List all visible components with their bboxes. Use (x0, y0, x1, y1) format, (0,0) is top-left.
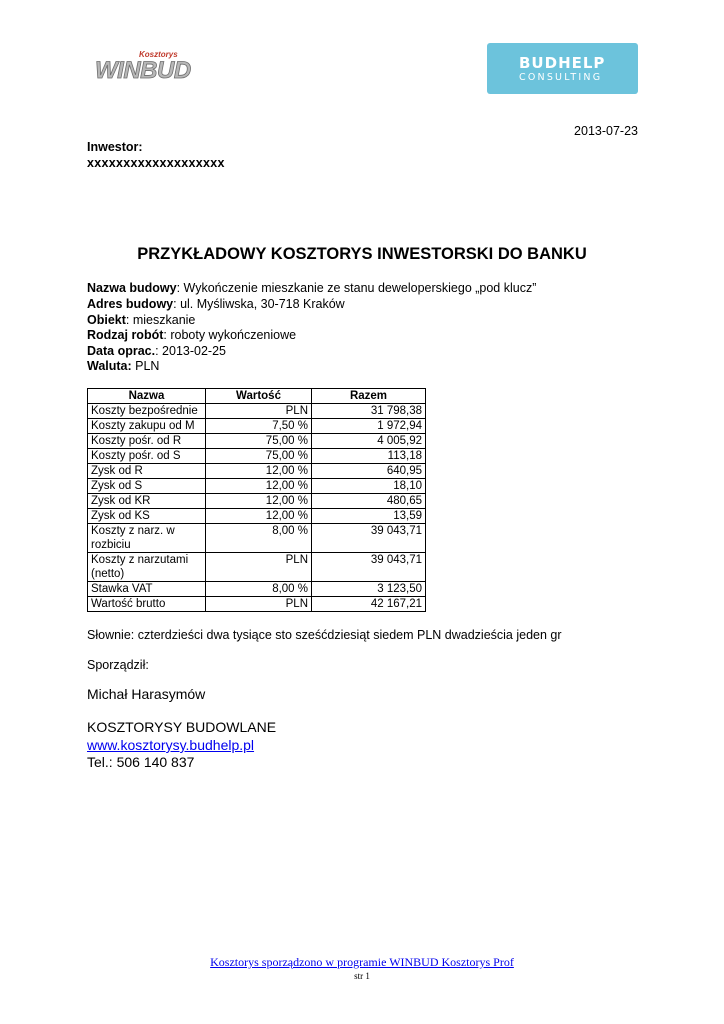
table-row (88, 404, 426, 419)
table-row (88, 509, 426, 524)
website-link[interactable]: www.kosztorysy.budhelp.pl (87, 737, 255, 753)
cell-wartosc: 8,00 % (206, 524, 312, 553)
table-row (88, 524, 426, 553)
cell-razem: 640,95 (312, 464, 426, 479)
page-number: str 1 (354, 971, 370, 981)
cell-nazwa: Koszty pośr. od R (88, 434, 206, 449)
cost-table (87, 388, 426, 612)
logo-consulting-text: CONSULTING (519, 72, 603, 83)
cell-wartosc: PLN (206, 404, 312, 419)
info-line-nazwa: Nazwa budowy: Wykończenie mieszkanie ze stanu deweloperskiego „pod klucz” (87, 281, 537, 295)
cell-razem: 31 798,38 (312, 404, 426, 419)
cell-wartosc: PLN (206, 597, 312, 612)
cell-nazwa: Zysk od KS (88, 509, 206, 524)
cell-nazwa: Koszty pośr. od S (88, 449, 206, 464)
table-row (88, 494, 426, 509)
table-row (88, 597, 426, 612)
cell-wartosc: 7,50 % (206, 419, 312, 434)
cell-razem: 113,18 (312, 449, 426, 464)
prepared-by-label: Sporządził: (87, 658, 149, 672)
table-row (88, 553, 426, 582)
cell-wartosc: 12,00 % (206, 494, 312, 509)
company-name: KOSZTORYSY BUDOWLANE (87, 719, 277, 735)
phone-number: Tel.: 506 140 837 (87, 754, 195, 770)
table-row (88, 434, 426, 449)
info-line-data: Data oprac.: 2013-02-25 (87, 344, 226, 358)
cell-razem: 4 005,92 (312, 434, 426, 449)
info-line-adres: Adres budowy: ul. Myśliwska, 30-718 Kraków (87, 297, 345, 311)
info-line-obiekt: Obiekt: mieszkanie (87, 313, 196, 327)
logo-budhelp-text: BUDHELP (519, 54, 606, 72)
cell-nazwa: Zysk od R (88, 464, 206, 479)
investor-label: Inwestor: (87, 140, 143, 154)
cell-nazwa: Koszty z narzutami (netto) (88, 553, 206, 582)
logo-big-text: WINBUD (95, 57, 191, 82)
info-line-waluta: Waluta: PLN (87, 359, 160, 373)
cell-wartosc: 12,00 % (206, 479, 312, 494)
info-line-rodzaj: Rodzaj robót: roboty wykończeniowe (87, 328, 297, 342)
cell-nazwa: Koszty zakupu od M (88, 419, 206, 434)
table-row (88, 582, 426, 597)
table-header-row (88, 389, 426, 404)
table-row (88, 479, 426, 494)
author-name: Michał Harasymów (87, 686, 206, 702)
cell-nazwa: Koszty bezpośrednie (88, 404, 206, 419)
cell-razem: 39 043,71 (312, 553, 426, 582)
footer-program-link[interactable]: Kosztorys sporządzono w programie WINBUD Kosztorys Prof (210, 955, 514, 969)
logo-small-text: Kosztorys (139, 50, 178, 59)
cell-nazwa: Zysk od KR (88, 494, 206, 509)
table-row (88, 449, 426, 464)
table-row (88, 419, 426, 434)
cell-nazwa: Koszty z narz. w rozbiciu (88, 524, 206, 553)
budhelp-logo (487, 43, 638, 94)
cell-razem: 18,10 (312, 479, 426, 494)
cell-razem: 3 123,50 (312, 582, 426, 597)
header-wartosc: Wartość (206, 389, 312, 404)
cell-wartosc: 12,00 % (206, 464, 312, 479)
winbud-logo (92, 46, 217, 82)
cell-razem: 39 043,71 (312, 524, 426, 553)
header-razem: Razem (312, 389, 426, 404)
document-date: 2013-07-23 (574, 124, 638, 138)
cell-wartosc: 75,00 % (206, 449, 312, 464)
cell-nazwa: Stawka VAT (88, 582, 206, 597)
document-title: PRZYKŁADOWY KOSZTORYS INWESTORSKI DO BANKU (137, 245, 587, 263)
cell-wartosc: 75,00 % (206, 434, 312, 449)
cell-razem: 480,65 (312, 494, 426, 509)
cell-nazwa: Wartość brutto (88, 597, 206, 612)
cell-razem: 13,59 (312, 509, 426, 524)
cell-wartosc: 12,00 % (206, 509, 312, 524)
amount-in-words: Słownie: czterdzieści dwa tysiące sto sześćdziesiąt siedem PLN dwadzieścia jeden gr (87, 628, 562, 642)
header-nazwa: Nazwa (88, 389, 206, 404)
table-row (88, 464, 426, 479)
cell-razem: 1 972,94 (312, 419, 426, 434)
cell-nazwa: Zysk od S (88, 479, 206, 494)
investor-value: xxxxxxxxxxxxxxxxxxx (87, 156, 225, 170)
cell-razem: 42 167,21 (312, 597, 426, 612)
cell-wartosc: PLN (206, 553, 312, 582)
cell-wartosc: 8,00 % (206, 582, 312, 597)
